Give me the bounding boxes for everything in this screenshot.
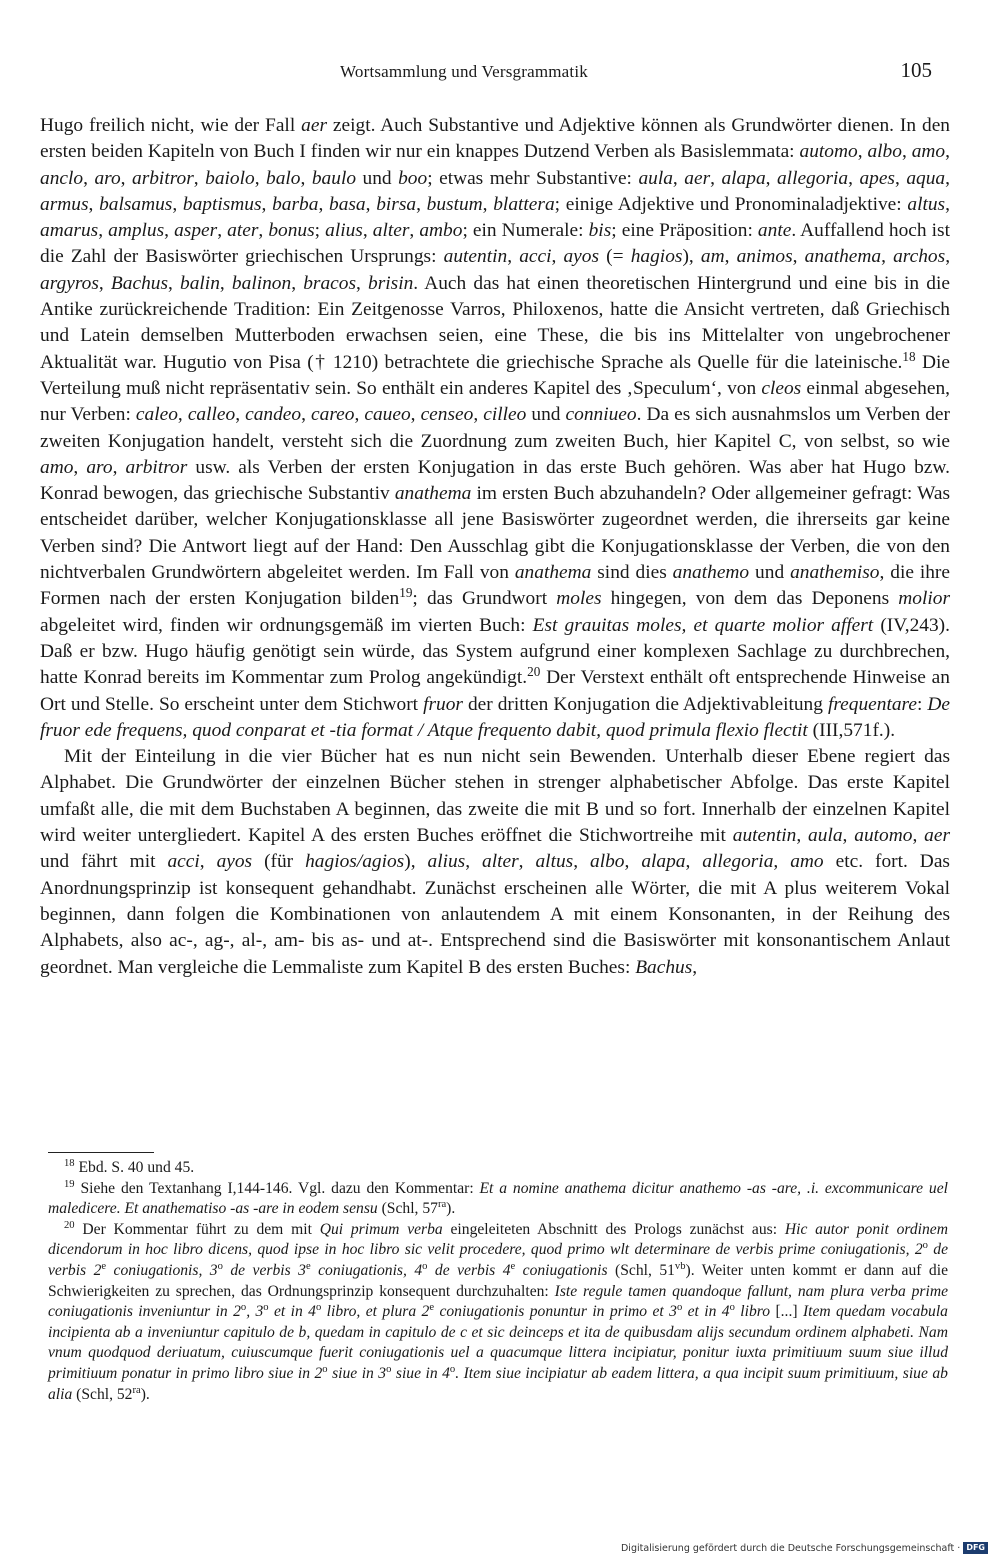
superscript: ra: [132, 1384, 141, 1396]
text-run: und fährt mit: [40, 851, 168, 873]
text-run: im ersten Buch abzuhandeln? Oder allgemeiner gefragt: Was entscheidet darüber, welcher Konjugationsklasse all jene Basiswörter zugeordnet werden, die ihrerseits gar keine Verben sind? Die Antwort liegt auf der Hand: Den Ausschlag gibt die Konjugationsklasse der Verben, die von den nichtverbalen Grundwörtern abgeleitet werden. Im Fall von: [40, 483, 950, 584]
italic-text: coniugationis, 3: [106, 1261, 218, 1279]
text-run: der dritten Konjugation die Adjektivableitung: [462, 693, 828, 715]
text-run: ,: [857, 141, 868, 163]
italic-text: ambo: [419, 220, 463, 242]
text-run: ,: [354, 404, 365, 426]
italic-text: arbitror: [132, 167, 194, 189]
text-run: abgeleitet wird, finden wir ordnungsgemäß im vierten Buch:: [40, 614, 533, 636]
text-run: ,: [685, 851, 703, 873]
text-run: ,: [261, 193, 273, 215]
italic-text: bonus: [268, 220, 315, 242]
italic-text: brisin: [368, 272, 414, 294]
italic-text: anathema: [514, 562, 592, 584]
text-run: ,: [848, 167, 860, 189]
text-run: sind dies: [591, 562, 673, 584]
italic-text: alter: [372, 220, 410, 242]
italic-text: de verbis 2: [48, 1241, 949, 1279]
text-run: ,: [724, 246, 737, 268]
text-run: Mit der Einteilung in die vier Bücher hat es nun nicht sein Bewenden. Unterhalb dieser Ebene regiert das Alphabet. Die Grundwörter der einzelnen Bücher stehen in strenger alphabetischer Abfolge. Das erste Kapitel umfaßt alle, die mit dem Buchstaben A beginnen, das zweite die mit B und so fort. Innerhalb der einzelnen Kapitel wird weiter untergliedert. Kapitel A des ersten Buches eröffnet die Stichwortreihe mit: [40, 746, 950, 847]
italic-text: acci: [519, 246, 552, 268]
text-run: ,: [710, 167, 722, 189]
text-run: ,: [912, 825, 925, 847]
italic-text: ater: [227, 220, 259, 242]
text-run: ,: [409, 220, 420, 242]
text-run: ,: [624, 851, 642, 873]
text-run: hingegen, von dem das Deponens: [601, 588, 899, 610]
italic-text: siue in 3: [327, 1364, 387, 1382]
italic-text: bis: [588, 220, 612, 242]
text-run: (Schl, 51: [607, 1261, 675, 1279]
italic-text: animos: [736, 246, 793, 268]
italic-text: armus: [40, 193, 89, 215]
italic-text: automo: [799, 141, 858, 163]
italic-text: balo: [266, 167, 301, 189]
text-run: ; einige Adjektive und Pronominaladjektive:: [554, 193, 908, 215]
text-run: Der Kommentar führt zu dem mit: [74, 1220, 320, 1238]
italic-text: aer: [301, 115, 327, 136]
italic-text: bustum: [426, 193, 483, 215]
text-run: ,: [98, 220, 109, 242]
text-run: ,: [945, 141, 950, 163]
text-run: ,: [901, 141, 912, 163]
superscript: o: [422, 1261, 428, 1273]
text-run: , die ihre Formen nach der ersten Konjugation bilden: [40, 562, 950, 610]
text-run: ,: [573, 851, 591, 873]
italic-text: anathemiso: [790, 562, 880, 584]
italic-text: de verbis 3: [222, 1261, 306, 1279]
text-run: ,: [258, 220, 269, 242]
italic-text: aro: [94, 167, 121, 189]
text-run: ,: [120, 167, 132, 189]
text-run: ).: [446, 1200, 456, 1218]
italic-text: asper: [174, 220, 218, 242]
text-run: ,: [465, 851, 483, 873]
superscript: 19: [399, 585, 413, 601]
superscript: 18: [64, 1158, 75, 1170]
superscript: e: [305, 1261, 311, 1273]
italic-text: alapa: [721, 167, 766, 189]
italic-text: amo: [911, 141, 946, 163]
text-run: ). Weiter unten kommt er dann auf die Schwierigkeiten zu sprechen, das Ordnungsprinzip konsequent durchzuhalten:: [48, 1261, 948, 1300]
text-run: ,: [507, 246, 520, 268]
italic-text: Bachus: [635, 956, 693, 978]
text-run: ,: [235, 404, 246, 426]
text-run: ,: [945, 246, 951, 268]
text-run: (Schl, 52: [72, 1385, 133, 1403]
text-run: und: [749, 562, 791, 584]
italic-text: . Item siue incipiatur ab eadem littera, a qua incipit suum primitiuum, siue ab alia: [48, 1364, 948, 1403]
italic-text: alius: [325, 220, 363, 242]
italic-text: siue in 4: [391, 1364, 450, 1382]
italic-text: Item quedam vocabula incipienta ab a inveniuntur capitulo de b, quedam in capitulo de c et sic deinceps et ita de quibusdam alijs secundum ordinem alphabeti. Nam vnum quodquod deriuatum, cuiuscumque fuerit coniugationis uel a quacumque littera incipiatur, ponitur iuxta primitiuum suum siue illud primitiuum ponatur in primo libro siue in 2: [48, 1303, 948, 1382]
text-run: ,: [416, 193, 427, 215]
text-run: ,: [410, 404, 421, 426]
superscript: 20: [527, 663, 541, 679]
superscript: 19: [64, 1178, 75, 1190]
text-run: zeigt. Auch Substantive und Adjektive können als Grundwörter dienen. In den ersten beiden Kapiteln von Buch I finden wir nur ein knappes Dutzend Verben als Basislemmata:: [40, 115, 950, 163]
text-run: ,: [291, 272, 304, 294]
italic-text: albo: [867, 141, 902, 163]
italic-text: Bachus: [110, 272, 169, 294]
italic-text: altus: [535, 851, 574, 873]
running-title: Wortsammlung und Versgrammatik: [340, 62, 588, 81]
italic-text: anathema: [804, 246, 882, 268]
text-run: ,: [193, 167, 206, 189]
superscript: o: [315, 1302, 322, 1314]
italic-text: hagios/agios: [305, 851, 405, 873]
text-run: ,: [301, 404, 312, 426]
italic-text: Et a nomine anathema dicitur anathemo -as -are, .i. excommunicare uel maledicere. Et anathematiso -as -are in eodem sensu: [48, 1179, 948, 1218]
text-run: (für: [252, 851, 306, 873]
text-run: (Schl, 57: [377, 1200, 438, 1218]
text-run: ,: [254, 167, 267, 189]
italic-text: et in 4: [682, 1303, 730, 1321]
superscript: vb: [674, 1261, 686, 1273]
italic-text: anathemo: [672, 562, 750, 584]
body-paragraph-1: [40, 113, 950, 744]
italic-text: cilleo: [483, 404, 527, 426]
italic-text: careo: [311, 404, 355, 426]
superscript: e: [101, 1261, 107, 1273]
italic-text: balin: [180, 272, 220, 294]
text-run: eingeleiteten Abschnitt des Prologs zunächst aus:: [442, 1220, 785, 1238]
italic-text: amplus: [108, 220, 165, 242]
text-run: ,: [83, 167, 95, 189]
text-run: Die Verteilung muß nicht repräsentativ sein. So enthält ein anderes Kapitel des ‚Speculum‘, von: [40, 351, 950, 399]
dfg-logo-icon: DFG: [963, 1542, 988, 1554]
text-run: ,: [773, 851, 791, 873]
italic-text: conniueo: [565, 404, 637, 426]
italic-text: aer: [924, 825, 951, 847]
italic-text: fruor: [423, 693, 463, 715]
superscript: e: [510, 1261, 516, 1273]
italic-text: argyros: [40, 272, 99, 294]
superscript: o: [240, 1302, 247, 1314]
text-run: Siehe den Textanhang I,144-146. Vgl. dazu den Kommentar:: [74, 1179, 480, 1197]
italic-text: acci: [167, 851, 200, 873]
text-run: . Da es sich ausnahmslos um Verben der zweiten Konjugation handelt, versteht sich die Zuordnung zum zweiten Buch, hier Kapitel C, von selbst, so wie: [40, 404, 950, 452]
italic-text: ayos: [563, 246, 600, 268]
text-run: ; etwas mehr Substantive:: [427, 167, 639, 189]
italic-text: frequentare: [827, 693, 917, 715]
italic-text: archos: [893, 246, 946, 268]
italic-text: cleos: [761, 377, 802, 399]
italic-text: Iste regule tamen quandoque fallunt, nam plura verba prime coniugationis inveniuntur in 2: [48, 1282, 948, 1321]
italic-text: moles: [556, 588, 602, 610]
text-run: ,: [217, 220, 228, 242]
text-run: einmal abgesehen, nur Verben:: [40, 377, 950, 426]
text-run: :: [916, 693, 928, 715]
superscript: e: [429, 1302, 435, 1314]
italic-text: De fruor ede frequens, quod conparat et -tia format / Atque frequento dabit, quod primula flexio flectit: [40, 693, 950, 741]
superscript: o: [322, 1364, 328, 1376]
italic-text: baulo: [311, 167, 357, 189]
superscript: 20: [64, 1219, 75, 1231]
text-run: ; das Grundwort: [412, 588, 557, 610]
italic-text: am: [700, 246, 725, 268]
text-run: ,: [881, 246, 894, 268]
italic-text: ante: [757, 220, 792, 242]
text-run: ,: [672, 167, 685, 189]
italic-text: allegoria: [776, 167, 849, 189]
footnote-19: [48, 1179, 948, 1220]
italic-text: caleo: [135, 404, 178, 426]
superscript: ra: [437, 1199, 447, 1211]
superscript: o: [729, 1302, 735, 1314]
italic-text: libro, et plura 2: [321, 1303, 430, 1321]
text-run: und: [356, 167, 399, 189]
superscript: o: [922, 1240, 928, 1252]
italic-text: alius: [427, 851, 466, 873]
italic-text: amo: [790, 851, 824, 873]
text-run: ,: [172, 193, 183, 215]
italic-text: albo: [590, 851, 625, 873]
body-paragraph-2: [40, 744, 950, 981]
digitization-credit: [621, 1542, 988, 1554]
italic-text: de verbis 4: [427, 1261, 511, 1279]
italic-text: censeo: [420, 404, 474, 426]
italic-text: hagios: [630, 246, 683, 268]
italic-text: coniugationis, 4: [310, 1261, 423, 1279]
text-run: (=: [599, 246, 631, 268]
superscript: o: [263, 1302, 269, 1314]
italic-text: aro: [86, 456, 113, 478]
italic-text: et in 4: [268, 1303, 316, 1321]
italic-text: Est grauitas moles, et quarte molior affert: [532, 614, 874, 636]
text-run: ,: [73, 456, 87, 478]
italic-text: balinon: [231, 272, 292, 294]
text-run: Ebd. S. 40 und 45.: [74, 1159, 195, 1176]
italic-text: alapa: [641, 851, 686, 873]
italic-text: molior: [898, 588, 950, 610]
text-run: usw. als Verben der ersten Konjugation in das erste Buch gehören. Was aber hat Hugo bzw. Konrad bewogen, das griechische Substantiv: [40, 456, 950, 505]
italic-text: automo: [854, 825, 913, 847]
italic-text: aula: [808, 825, 843, 847]
italic-text: aer: [684, 167, 711, 189]
superscript: o: [676, 1302, 683, 1314]
italic-text: Hic autor ponit ordinem dicendorum in hoc libro dicens, quod ipse in hoc libro sic velit procedere, quod primo wlt determinare de verbis prime coniugationis, 2: [48, 1220, 948, 1259]
superscript: o: [217, 1261, 223, 1273]
text-run: ,: [318, 193, 329, 215]
text-run: ,: [112, 456, 126, 478]
text-run: ),: [404, 851, 428, 873]
text-run: ,: [168, 272, 181, 294]
italic-text: coniugationis ponuntur in primo et 3: [434, 1303, 677, 1321]
footnotes: [48, 1158, 948, 1405]
superscript: 18: [902, 348, 916, 364]
italic-text: balsamus: [99, 193, 173, 215]
italic-text: apes: [859, 167, 895, 189]
text-run: ,: [842, 825, 855, 847]
italic-text: coniugationis: [515, 1261, 608, 1279]
text-run: ,: [177, 404, 188, 426]
text-run: ,: [945, 167, 950, 189]
italic-text: alter: [482, 851, 519, 873]
italic-text: barba: [272, 193, 319, 215]
italic-text: ayos: [216, 851, 253, 873]
text-run: ,: [219, 272, 232, 294]
text-run: [...]: [770, 1303, 803, 1321]
text-run: (IV,243). Daß er bzw. Hugo häufig genötigt sein würde, das System aufgrund einer komplexen Sachlage zu durchbrechen, hatte Konrad bereits im Kommentar zum Prolog angekündigt.: [40, 614, 950, 689]
italic-text: blattera: [493, 193, 555, 215]
credit-text: Digitalisierung gefördert durch die Deutsche Forschungsgemeinschaft ·: [620, 1542, 961, 1554]
italic-text: boo: [398, 167, 428, 189]
italic-text: candeo: [245, 404, 302, 426]
text-run: Hugo freilich nicht, wie der Fall: [40, 115, 302, 136]
text-run: ,: [945, 193, 950, 215]
text-run: ,: [365, 193, 377, 215]
text-run: ).: [140, 1385, 150, 1403]
italic-text: basa: [329, 193, 366, 215]
italic-text: calleo: [187, 404, 236, 426]
italic-text: aula: [638, 167, 673, 189]
italic-text: bracos: [303, 272, 356, 294]
italic-text: birsa: [376, 193, 417, 215]
text-run: ,: [482, 193, 494, 215]
italic-text: autentin: [732, 825, 797, 847]
page-number: 105: [900, 58, 932, 82]
italic-text: amarus: [40, 220, 99, 242]
italic-text: autentin: [443, 246, 508, 268]
italic-text: aqua: [906, 167, 946, 189]
italic-text: allegoria: [702, 851, 774, 873]
italic-text: Qui primum verba: [319, 1220, 443, 1238]
italic-text: caueo: [364, 404, 411, 426]
italic-text: altus: [907, 193, 946, 215]
text-run: ,: [692, 956, 698, 978]
italic-text: anclo: [40, 167, 84, 189]
text-run: und: [526, 404, 566, 426]
text-run: ,: [796, 825, 809, 847]
text-run: ,: [765, 167, 777, 189]
italic-text: baiolo: [205, 167, 255, 189]
italic-text: , 3: [246, 1303, 264, 1321]
text-run: etc. fort. Das Anordnungsprinzip ist konsequent gehandhabt. Zunächst erscheinen alle Wörter, die mit A plus weiterem Vokal beginnen, dann folgen die Kombinationen von anlautendem A mit einem Konsonanten, in der Reihung des Alphabets, also ac-, ag-, al-, am- bis as- und at-. Entsprechend sind die Basiswörter mit konsonantischem Anlaut geordnet. Man vergleiche die Lemmaliste zum Kapitel B des ersten Buches:: [40, 851, 950, 978]
text-run: ,: [894, 167, 907, 189]
superscript: o: [386, 1364, 392, 1376]
text-run: ,: [300, 167, 312, 189]
text-run: ,: [88, 193, 100, 215]
text-run: Der Verstext enthält oft entsprechende Hinweise an Ort und Stelle. So erscheint unter dem Stichwort: [40, 667, 950, 715]
text-run: ,: [473, 404, 484, 426]
text-run: ; ein Numerale:: [462, 220, 589, 242]
body-text: [40, 113, 950, 981]
text-run: . Auch das hat einen theoretischen Hintergrund und eine bis in die Antike zurückreichende Tradition: Ein Zeitgenosse Varros, Philoxenos, hatte die Ansicht vertreten, daß Griechisch und Latein demselben Mutterboden erwachsen seien, eine These, die bis ins Mittelalter von ungebrochener Aktualität war. Hugutio von Pisa († 1210) betrachtete die griechische Sprache als Quelle für die lateinische.: [40, 272, 950, 373]
text-run: ,: [98, 272, 111, 294]
text-run: (III,571f.).: [807, 719, 896, 741]
text-run: ,: [199, 851, 217, 873]
text-run: ; eine Präposition:: [611, 220, 758, 242]
superscript: o: [449, 1364, 456, 1376]
italic-text: libro: [734, 1303, 771, 1321]
text-run: ,: [362, 220, 373, 242]
footnote-20: [48, 1220, 948, 1405]
italic-text: anathema: [394, 483, 472, 505]
text-run: ),: [682, 246, 701, 268]
text-run: ,: [551, 246, 564, 268]
italic-text: baptismus: [182, 193, 262, 215]
text-run: ,: [518, 851, 536, 873]
italic-text: amo: [40, 456, 74, 478]
running-head: [0, 58, 1000, 86]
text-run: ,: [164, 220, 175, 242]
text-run: . Auffallend hoch ist die Zahl der Basiswörter griechischen Ursprungs:: [40, 220, 950, 268]
text-run: ;: [314, 220, 326, 242]
footnote-separator: [48, 1152, 154, 1153]
text-run: ,: [792, 246, 805, 268]
text-run: ,: [356, 272, 369, 294]
italic-text: arbitror: [125, 456, 188, 478]
footnote-18: [48, 1158, 948, 1179]
